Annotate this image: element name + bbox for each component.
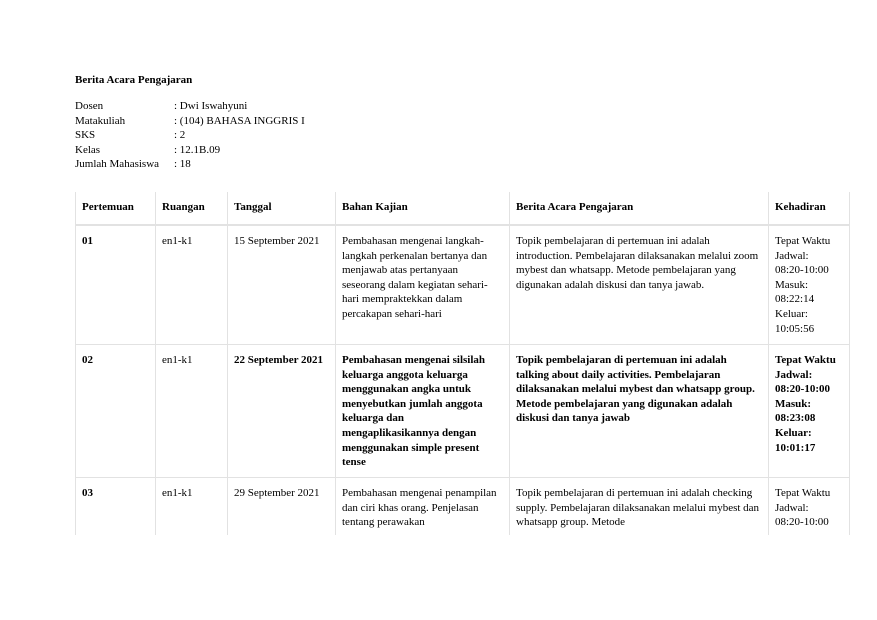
lecture-info xyxy=(75,99,305,172)
cell-kehadiran xyxy=(769,225,850,345)
info-label: Matakuliah xyxy=(75,114,126,127)
cell-ruangan: en1-k1 xyxy=(156,225,228,345)
header-kehadiran: Kehadiran xyxy=(769,192,850,225)
teaching-log-table-container xyxy=(75,192,850,535)
kehadiran-line: Masuk: xyxy=(775,278,808,291)
header-pertemuan: Pertemuan xyxy=(75,192,156,225)
kehadiran-line: 10:01:17 xyxy=(775,441,816,454)
cell-tanggal: 29 September 2021 xyxy=(228,478,336,535)
kehadiran-status: Tepat Waktu xyxy=(775,235,831,247)
cell-tanggal: 15 September 2021 xyxy=(228,225,336,345)
header-bahan-kajian: Bahan Kajian xyxy=(336,192,510,225)
cell-pertemuan: 03 xyxy=(75,478,156,535)
kehadiran-status: Tepat Waktu xyxy=(775,354,836,366)
kehadiran-line: 08:22:14 xyxy=(775,293,815,306)
kehadiran-line: Keluar: xyxy=(775,426,812,439)
kehadiran-line: 08:20-10:00 xyxy=(775,264,829,277)
cell-bahan-kajian: Pembahasan mengenai penampilan dan ciri khas orang. Penjelasan tentang perawakan xyxy=(336,478,510,535)
kehadiran-line: 08:23:08 xyxy=(775,412,816,425)
cell-berita-acara: Topik pembelajaran di pertemuan ini adalah checking supply. Pembelajaran dilaksanakan melalui mybest dan whatsapp group. Metode xyxy=(510,478,769,535)
info-label: Dosen xyxy=(75,100,104,112)
info-label: Kelas xyxy=(75,143,101,156)
header-tanggal: Tanggal xyxy=(228,192,336,225)
info-row-matakuliah xyxy=(75,114,305,129)
info-row-kelas xyxy=(75,143,305,158)
page-title: Berita Acara Pengajaran xyxy=(75,74,193,86)
table-row xyxy=(75,345,850,478)
kehadiran-line: 08:20-10:00 xyxy=(775,516,829,529)
cell-berita-acara: Topik pembelajaran di pertemuan ini adalah talking about daily activities. Pembelajaran dilaksanakan melalui mybest dan whatsapp group. Metode pembelajaran yang digunakan adalah diskusi dan tanya jawab xyxy=(510,345,769,478)
info-label: Jumlah Mahasiswa xyxy=(75,158,160,171)
info-label: SKS xyxy=(75,129,96,142)
teaching-log-table xyxy=(75,192,850,535)
table-header-row xyxy=(75,192,850,225)
kehadiran-line: Keluar: xyxy=(775,307,808,320)
cell-bahan-kajian: Pembahasan mengenai langkah-langkah perkenalan bertanya dan menjawab atas pertanyaan seseorang dalam kegiatan sehari-hari mempraktekkan dalam percakapan sehari-hari xyxy=(336,225,510,345)
kehadiran-line: Masuk: xyxy=(775,397,812,410)
cell-bahan-kajian: Pembahasan mengenai silsilah keluarga anggota keluarga menggunakan angka untuk menyebutkan jumlah anggota keluarga dan mengaplikasikannya dengan menggunakan simple present tense xyxy=(336,345,510,478)
table-row xyxy=(75,225,850,345)
kehadiran-line: 08:20-10:00 xyxy=(775,383,830,396)
cell-ruangan: en1-k1 xyxy=(156,478,228,535)
kehadiran-line: Jadwal: xyxy=(775,501,809,514)
info-value: : Dwi Iswahyuni xyxy=(174,100,248,112)
info-row-dosen xyxy=(75,99,305,114)
cell-pertemuan: 01 xyxy=(75,225,156,345)
info-row-jumlah-mahasiswa xyxy=(75,157,305,172)
info-value: : (104) BAHASA INGGRIS I xyxy=(174,114,305,127)
cell-berita-acara: Topik pembelajaran di pertemuan ini adalah introduction. Pembelajaran dilaksanakan melalui zoom mybest dan whatsapp. Metode pembelajaran yang digunakan adalah diskusi dan tanya jawab. xyxy=(510,225,769,345)
kehadiran-status: Tepat Waktu xyxy=(775,487,831,499)
info-value: : 12.1B.09 xyxy=(174,143,221,156)
header-ruangan: Ruangan xyxy=(156,192,228,225)
kehadiran-line: Jadwal: xyxy=(775,249,809,262)
info-value: : 18 xyxy=(174,158,191,171)
kehadiran-line: Jadwal: xyxy=(775,368,813,381)
table-row xyxy=(75,478,850,535)
cell-ruangan: en1-k1 xyxy=(156,345,228,478)
cell-kehadiran xyxy=(769,478,850,535)
cell-kehadiran xyxy=(769,345,850,478)
cell-tanggal: 22 September 2021 xyxy=(228,345,336,478)
header-berita-acara: Berita Acara Pengajaran xyxy=(510,192,769,225)
kehadiran-line: 10:05:56 xyxy=(775,322,815,335)
info-row-sks xyxy=(75,128,305,143)
info-value: : 2 xyxy=(174,129,186,142)
cell-pertemuan: 02 xyxy=(75,345,156,478)
